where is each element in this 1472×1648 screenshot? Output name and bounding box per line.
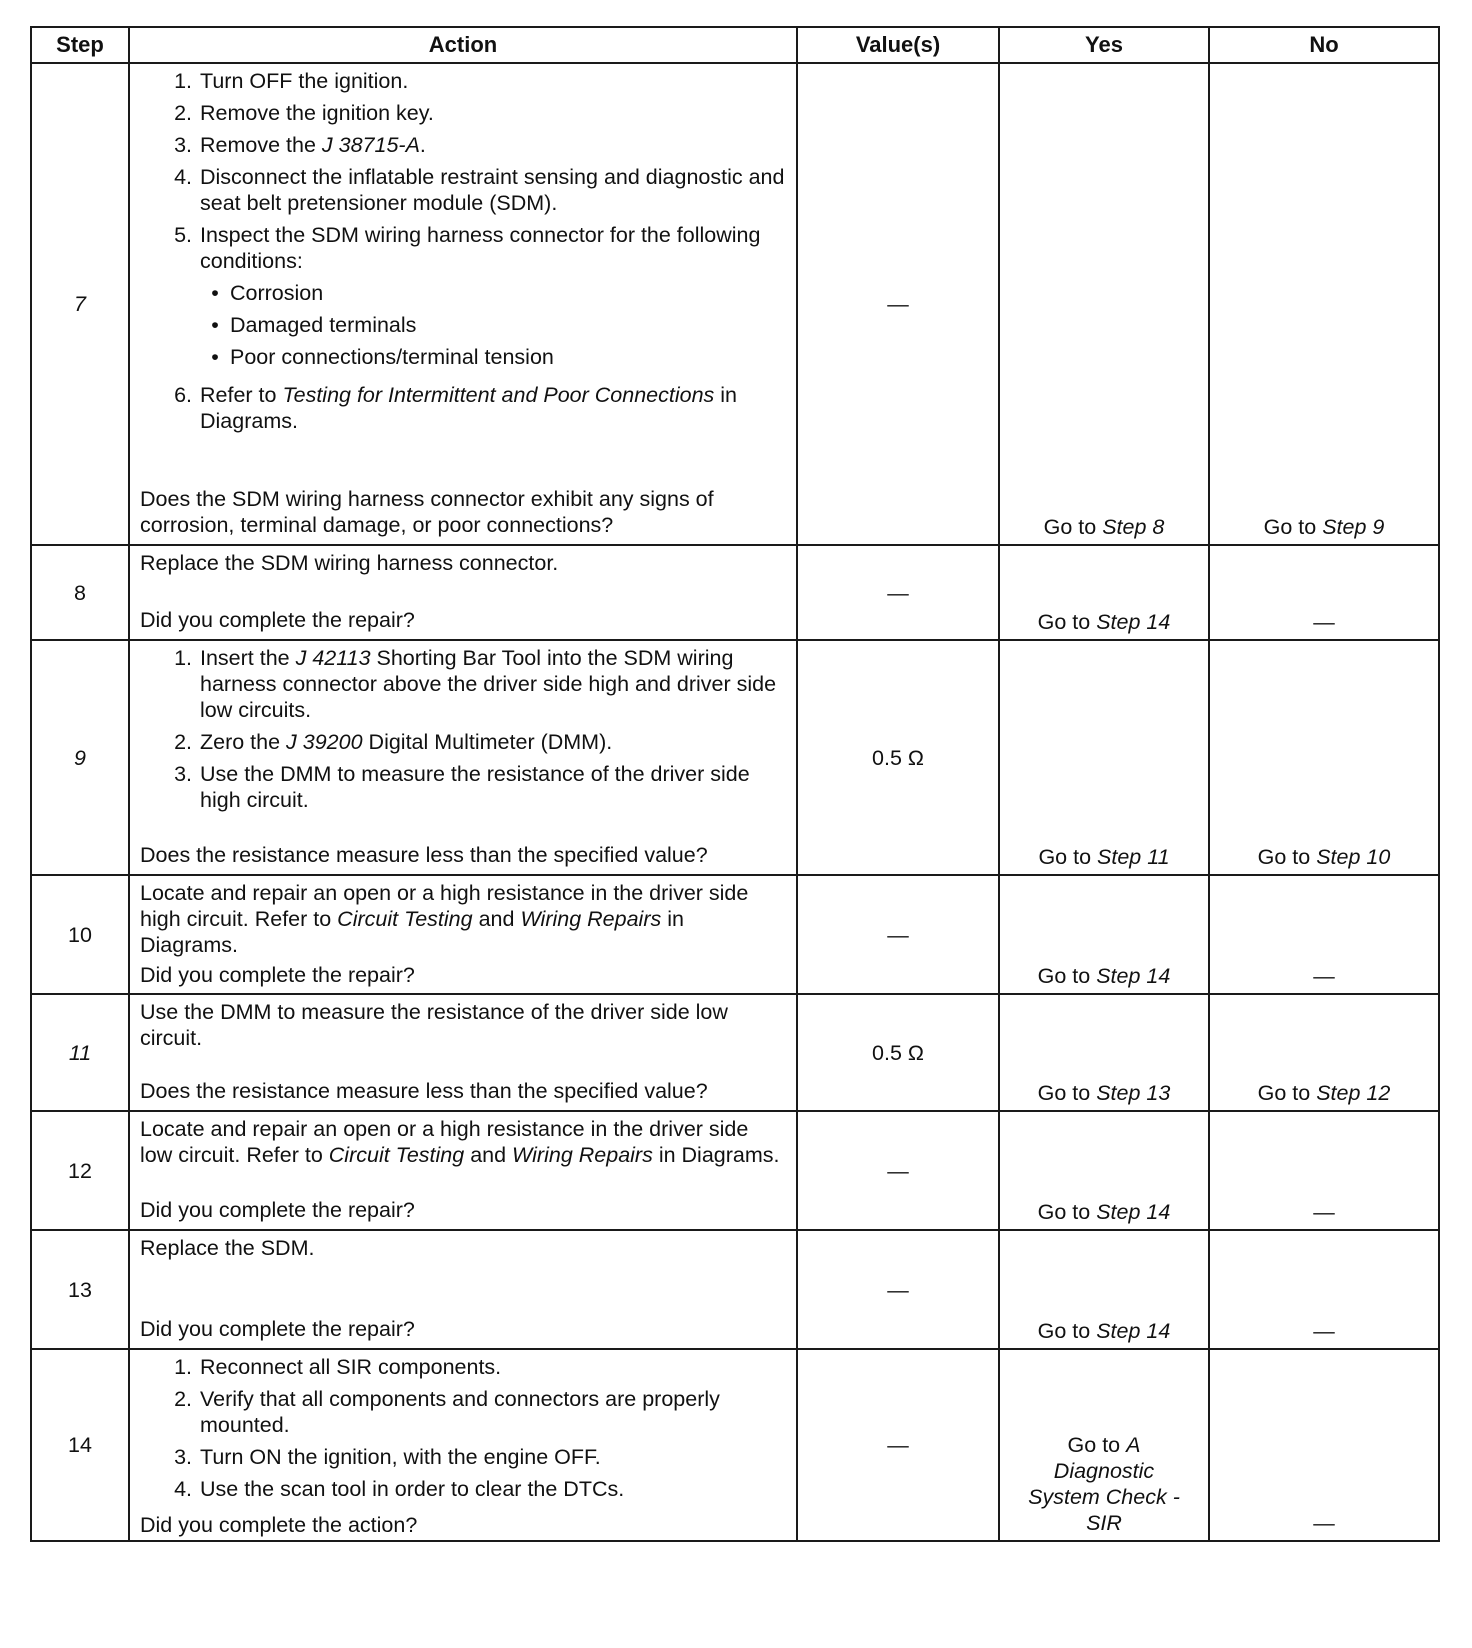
procedure-step — [140, 1354, 786, 1380]
goto-prefix: Go to — [1038, 845, 1098, 869]
empty-dash: — — [1313, 964, 1335, 988]
value-cell: — — [797, 1349, 999, 1541]
action-cell — [129, 875, 797, 994]
step-text — [200, 1476, 786, 1502]
goto-prefix: Go to — [1257, 1081, 1317, 1105]
procedure-steps — [140, 68, 786, 434]
step-text — [200, 761, 786, 813]
goto-prefix: Go to — [1257, 845, 1317, 869]
value-cell: — — [797, 545, 999, 640]
bullet-icon: • — [211, 313, 219, 337]
empty-dash: — — [1313, 610, 1335, 634]
action-text: Use the DMM to measure the resistance of the driver side high circuit. — [200, 762, 750, 812]
action-content — [140, 999, 786, 1104]
goto-prefix: Go to — [1037, 1081, 1097, 1105]
goto-prefix: Go to — [1037, 1319, 1097, 1343]
action-body — [140, 1235, 786, 1261]
bullet-icon: • — [211, 345, 219, 369]
reference-link[interactable]: Circuit Testing — [337, 907, 473, 931]
action-body — [140, 645, 786, 819]
step-text — [200, 645, 786, 723]
action-text: and — [472, 907, 521, 931]
diagnostic-table — [30, 26, 1440, 1542]
step-text — [200, 382, 786, 434]
action-cell — [129, 1349, 797, 1541]
step-text — [200, 222, 786, 376]
empty-dash: — — [1313, 1200, 1335, 1224]
table-row — [31, 994, 1439, 1111]
no-cell — [1209, 1230, 1439, 1349]
step-text — [200, 1354, 786, 1380]
action-body — [140, 1354, 786, 1508]
action-text: Digital Multimeter (DMM). — [362, 730, 613, 754]
reference-link[interactable]: J 42113 — [295, 646, 371, 670]
action-text: Zero the — [200, 730, 287, 754]
goto-link[interactable]: Step 13 — [1096, 1081, 1171, 1105]
step-text — [200, 1444, 786, 1470]
condition-text: Poor connections/terminal tension — [230, 345, 554, 369]
procedure-step — [140, 1444, 786, 1470]
yes-cell — [999, 875, 1209, 994]
procedure-steps — [140, 645, 786, 813]
action-text: Remove the ignition key. — [200, 101, 434, 125]
table-row — [31, 545, 1439, 640]
goto-prefix: Go to — [1263, 515, 1323, 539]
goto-link[interactable]: Step 14 — [1096, 964, 1171, 988]
question-text: Does the resistance measure less than the specified value? — [140, 1079, 708, 1103]
action-text: Shorting Bar Tool into the SDM wiring harness connector above the driver side high and driver side low circuits. — [200, 646, 777, 722]
action-text: in Diagrams. — [140, 907, 684, 957]
goto-link[interactable]: Step 8 — [1102, 515, 1165, 539]
header-yes: Yes — [999, 27, 1209, 63]
action-body — [140, 68, 786, 440]
goto-prefix: Go to — [1043, 515, 1103, 539]
procedure-step — [140, 68, 786, 94]
action-body — [140, 999, 786, 1051]
no-cell — [1209, 640, 1439, 875]
condition-item — [200, 344, 786, 370]
condition-list — [200, 280, 786, 370]
reference-link[interactable]: Testing for Intermittent and Poor Connections — [282, 383, 715, 407]
action-body — [140, 1116, 786, 1168]
action-text: Use the DMM to measure the resistance of the driver side low circuit. — [140, 1000, 728, 1050]
procedure-step — [140, 222, 786, 376]
empty-dash: — — [1313, 1319, 1335, 1343]
header-no: No — [1209, 27, 1439, 63]
action-text: in Diagrams. — [200, 383, 738, 433]
table-row — [31, 63, 1439, 545]
action-cell — [129, 640, 797, 875]
table-row — [31, 1111, 1439, 1230]
no-cell — [1209, 545, 1439, 640]
goto-prefix: Go to — [1037, 964, 1097, 988]
step-number: 8 — [31, 545, 129, 640]
goto-link[interactable]: Step 14 — [1096, 1319, 1171, 1343]
reference-link[interactable]: J 39200 — [286, 730, 363, 754]
question-text: Did you complete the action? — [140, 1513, 418, 1537]
goto-link[interactable]: Step 14 — [1096, 1200, 1171, 1224]
step-text — [200, 729, 786, 755]
goto-link[interactable]: Step 14 — [1096, 610, 1171, 634]
table-row — [31, 1349, 1439, 1541]
step-index: 4. — [174, 1477, 192, 1501]
procedure-step — [140, 1386, 786, 1438]
step-text — [200, 100, 786, 126]
step-index: 3. — [174, 762, 192, 786]
step-text — [200, 68, 786, 94]
procedure-steps — [140, 1354, 786, 1502]
yes-cell — [999, 63, 1209, 545]
step-index: 2. — [174, 730, 192, 754]
bullet-icon: • — [211, 281, 219, 305]
no-cell — [1209, 875, 1439, 994]
goto-prefix: Go to — [1037, 1200, 1097, 1224]
table-row — [31, 640, 1439, 875]
step-text — [200, 1386, 786, 1438]
action-cell — [129, 63, 797, 545]
action-text: Reconnect all SIR components. — [200, 1355, 502, 1379]
yes-cell — [999, 1349, 1209, 1541]
table-row — [31, 875, 1439, 994]
question-text: Did you complete the repair? — [140, 1317, 415, 1341]
goto-link[interactable]: Step 11 — [1097, 845, 1170, 869]
reference-link[interactable]: J 38715-A — [321, 133, 420, 157]
step-index: 5. — [174, 223, 192, 247]
question-text: Did you complete the repair? — [140, 1198, 415, 1222]
action-content — [140, 68, 786, 538]
step-index: 2. — [174, 1387, 192, 1411]
goto-link[interactable]: Step 10 — [1316, 845, 1391, 869]
step-number: 11 — [31, 994, 129, 1111]
action-cell — [129, 994, 797, 1111]
action-text: Use the scan tool in order to clear the DTCs. — [200, 1477, 625, 1501]
procedure-step — [140, 100, 786, 126]
reference-link[interactable]: Wiring Repairs — [520, 907, 662, 931]
reference-link[interactable]: Circuit Testing — [328, 1143, 465, 1167]
header-step: Step — [31, 27, 129, 63]
procedure-step — [140, 164, 786, 216]
yes-cell — [999, 1230, 1209, 1349]
action-text: Turn ON the ignition, with the engine OFF. — [200, 1445, 601, 1469]
action-text: Locate and repair an open or a high resistance in the driver side high circuit. Refer to — [140, 881, 749, 931]
value-cell: 0.5 Ω — [797, 640, 999, 875]
step-index: 1. — [174, 646, 192, 670]
action-content — [140, 1235, 786, 1342]
step-number: 14 — [31, 1349, 129, 1541]
action-text: and — [464, 1143, 513, 1167]
condition-text: Corrosion — [230, 281, 324, 305]
action-text: in Diagrams. — [652, 1143, 780, 1167]
action-text: Inspect the SDM wiring harness connector for the following conditions: — [200, 223, 761, 273]
action-text: Disconnect the inflatable restraint sensing and diagnostic and seat belt pretensioner module (SDM). — [200, 165, 785, 215]
action-text: Refer to — [200, 383, 283, 407]
no-cell — [1209, 994, 1439, 1111]
step-index: 6. — [174, 383, 192, 407]
header-action: Action — [129, 27, 797, 63]
condition-item — [200, 280, 786, 306]
procedure-step — [140, 645, 786, 723]
action-text: Replace the SDM wiring harness connector. — [140, 551, 559, 575]
step-index: 1. — [174, 69, 192, 93]
yes-cell — [999, 640, 1209, 875]
step-index: 3. — [174, 133, 192, 157]
action-text: Turn OFF the ignition. — [200, 69, 409, 93]
table-header-row — [31, 27, 1439, 63]
yes-cell — [999, 1111, 1209, 1230]
action-cell — [129, 1111, 797, 1230]
step-number: 7 — [31, 63, 129, 545]
action-content — [140, 550, 786, 633]
action-body — [140, 880, 786, 958]
step-text — [200, 164, 786, 216]
action-text: Remove the — [200, 133, 322, 157]
value-cell: — — [797, 875, 999, 994]
step-number: 13 — [31, 1230, 129, 1349]
action-text: Locate and repair an open or a high resistance in the driver side low circuit. Refer to — [140, 1117, 749, 1167]
table-row — [31, 1230, 1439, 1349]
question-text: Does the resistance measure less than the specified value? — [140, 843, 708, 867]
yes-cell — [999, 994, 1209, 1111]
action-text: Replace the SDM. — [140, 1236, 315, 1260]
step-index: 4. — [174, 165, 192, 189]
step-index: 2. — [174, 101, 192, 125]
action-content — [140, 1116, 786, 1223]
action-cell — [129, 1230, 797, 1349]
procedure-step — [140, 729, 786, 755]
no-cell — [1209, 63, 1439, 545]
step-number: 9 — [31, 640, 129, 875]
action-cell — [129, 545, 797, 640]
procedure-step — [140, 761, 786, 813]
step-index: 3. — [174, 1445, 192, 1469]
action-text: Insert the — [200, 646, 296, 670]
step-number: 10 — [31, 875, 129, 994]
question-text: Did you complete the repair? — [140, 608, 415, 632]
reference-link[interactable]: Wiring Repairs — [512, 1143, 653, 1167]
action-body — [140, 550, 786, 576]
step-text — [200, 132, 786, 158]
goto-link[interactable]: Step 12 — [1316, 1081, 1391, 1105]
goto-link[interactable]: Step 9 — [1322, 515, 1385, 539]
goto-prefix: Go to — [1037, 610, 1097, 634]
header-values: Value(s) — [797, 27, 999, 63]
value-cell: — — [797, 63, 999, 545]
action-content — [140, 1354, 786, 1537]
step-number: 12 — [31, 1111, 129, 1230]
value-cell: 0.5 Ω — [797, 994, 999, 1111]
no-cell — [1209, 1111, 1439, 1230]
question-text: Did you complete the repair? — [140, 963, 415, 987]
goto-link[interactable]: A Diagnostic System Check - SIR — [1028, 1433, 1180, 1535]
no-cell — [1209, 1349, 1439, 1541]
procedure-step — [140, 132, 786, 158]
procedure-step — [140, 382, 786, 434]
action-content — [140, 645, 786, 868]
value-cell: — — [797, 1111, 999, 1230]
action-text: . — [419, 133, 426, 157]
action-content — [140, 880, 786, 987]
condition-item — [200, 312, 786, 338]
step-index: 1. — [174, 1355, 192, 1379]
condition-text: Damaged terminals — [230, 313, 417, 337]
empty-dash: — — [1313, 1511, 1335, 1535]
action-text: Verify that all components and connectors are properly mounted. — [200, 1387, 720, 1437]
yes-cell — [999, 545, 1209, 640]
question-text: Does the SDM wiring harness connector exhibit any signs of corrosion, terminal damage, or poor connections? — [140, 487, 714, 537]
value-cell: — — [797, 1230, 999, 1349]
procedure-step — [140, 1476, 786, 1502]
goto-prefix: Go to — [1067, 1433, 1127, 1457]
